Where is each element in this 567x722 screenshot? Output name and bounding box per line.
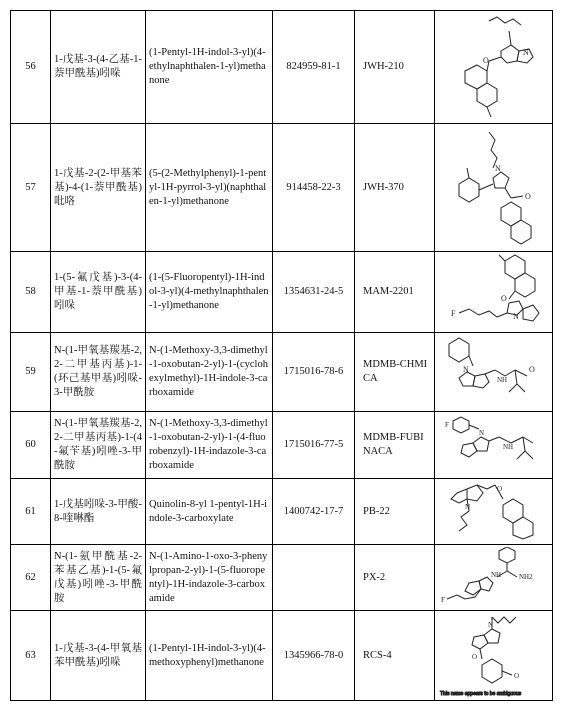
structure-cell: [435, 11, 553, 124]
atom-label: O: [471, 652, 477, 661]
row-number: 62: [11, 545, 51, 611]
structure-image: [439, 481, 549, 543]
atom-label: N: [478, 429, 484, 437]
table-row: [11, 412, 553, 479]
structure-image: [439, 413, 549, 477]
table-row: [11, 252, 553, 333]
cas-number: 914458-22-3: [273, 124, 355, 252]
atom-label: O: [496, 484, 502, 493]
table-row: [11, 124, 553, 252]
table-row: [11, 611, 553, 701]
structure-cell: [435, 412, 553, 479]
cas-number: 1400742-17-7: [273, 479, 355, 545]
structure-cell: [435, 611, 553, 701]
code-name: MDMB-CHMICA: [355, 333, 435, 412]
english-name: N-(1-Methoxy-3,3-dimethyl-1-oxobutan-2-yl)-1-(4-fluorobenzyl)-1H-indazole-3-carboxamide: [146, 412, 273, 479]
table-row: [11, 333, 553, 412]
english-name: (5-(2-Methylphenyl)-1-pentyl-1H-pyrrol-3-yl)(naphthalen-1-yl)methanone: [146, 124, 273, 252]
english-name: (1-Pentyl-1H-indol-3-yl)(4-ethylnaphthalen-1-yl)methanone: [146, 11, 273, 124]
atom-label: N: [464, 502, 470, 511]
chinese-name: 1-戊基-2-(2-甲基苯基)-4-(1-萘甲酰基)吡咯: [51, 124, 146, 252]
atom-label: NH: [496, 376, 507, 384]
structure-cell: [435, 479, 553, 545]
cas-number: 1345966-78-0: [273, 611, 355, 701]
cas-number: [273, 545, 355, 611]
substance-table: [10, 10, 553, 701]
atom-label: F: [440, 595, 445, 604]
cas-number: 824959-81-1: [273, 11, 355, 124]
table-row: [11, 479, 553, 545]
row-number: 58: [11, 252, 51, 333]
atom-label: NH2: [518, 572, 533, 581]
structure-image: [439, 13, 549, 121]
structure-cell: [435, 124, 553, 252]
row-number: 63: [11, 611, 51, 701]
row-number: 59: [11, 333, 51, 412]
structure-note: This name appears to be ambiguous: [439, 690, 521, 697]
code-name: MDMB-FUBINACA: [355, 412, 435, 479]
cas-number: 1354631-24-5: [273, 252, 355, 333]
english-name: (1-(5-Fluoropentyl)-1H-indol-3-yl)(4-methylnaphthalen-1-yl)methanone: [146, 252, 273, 333]
row-number: 56: [11, 11, 51, 124]
structure-image: [439, 334, 549, 410]
cas-number: 1715016-77-5: [273, 412, 355, 479]
chinese-name: 1-(5-氟戊基)-3-(4-甲基-1-萘甲酰基)吲哚: [51, 252, 146, 333]
english-name: (1-Pentyl-1H-indol-3-yl)(4-methoxyphenyl)methanone: [146, 611, 273, 701]
structure-image: [438, 613, 550, 699]
atom-label: NH: [502, 443, 513, 451]
code-name: RCS-4: [355, 611, 435, 701]
atom-label: O: [482, 56, 489, 65]
chinese-name: 1-戊基-3-(4-甲氧基苯甲酰基)吲哚: [51, 611, 146, 701]
atom-label: N: [462, 365, 469, 374]
chinese-name: N-(1-甲氧基羰基-2,2-二甲基丙基)-1-(环己基甲基)吲哚-3-甲酰胺: [51, 333, 146, 412]
chinese-name: N-(1-甲氧基羰基-2,2-二甲基丙基)-1-(4-氟苄基)吲唑-3-甲酰胺: [51, 412, 146, 479]
atom-label: F: [450, 309, 455, 318]
chinese-name: N-(1-氨甲酰基-2-苯基乙基)-1-(5-氟戊基)吲唑-3-甲酰胺: [51, 545, 146, 611]
row-number: 60: [11, 412, 51, 479]
structure-cell: [435, 545, 553, 611]
table-row: [11, 545, 553, 611]
code-name: MAM-2201: [355, 252, 435, 333]
row-number: 57: [11, 124, 51, 252]
atom-label: O: [528, 365, 535, 374]
atom-label: NH: [490, 570, 501, 579]
english-name: Quinolin-8-yl 1-pentyl-1H-indole-3-carboxylate: [146, 479, 273, 545]
atom-label: N: [522, 48, 529, 57]
atom-label: O: [500, 294, 507, 303]
code-name: JWH-370: [355, 124, 435, 252]
cas-number: 1715016-78-6: [273, 333, 355, 412]
atom-label: F: [444, 421, 449, 429]
substance-table-page: [10, 10, 552, 701]
atom-label: N: [494, 163, 501, 173]
structure-image: [439, 547, 549, 609]
atom-label: N: [512, 312, 519, 321]
code-name: PB-22: [355, 479, 435, 545]
row-number: 61: [11, 479, 51, 545]
structure-cell: [435, 333, 553, 412]
english-name: N-(1-Amino-1-oxo-3-phenylpropan-2-yl)-1-(5-fluoropentyl)-1H-indazole-3-carboxamide: [146, 545, 273, 611]
english-name: N-(1-Methoxy-3,3-dimethyl-1-oxobutan-2-yl)-1-(cyclohexylmethyl)-1H-indole-3-carboxamide: [146, 333, 273, 412]
structure-image: [439, 253, 549, 331]
table-row: [11, 11, 553, 124]
chinese-name: 1-戊基-3-(4-乙基-1-萘甲酰基)吲哚: [51, 11, 146, 124]
code-name: JWH-210: [355, 11, 435, 124]
code-name: PX-2: [355, 545, 435, 611]
structure-image: [439, 126, 549, 250]
atom-label: O: [513, 671, 519, 680]
structure-cell: [435, 252, 553, 333]
atom-label: N: [487, 620, 493, 629]
atom-label: O: [524, 191, 531, 201]
chinese-name: 1-戊基吲哚-3-甲酸-8-喹啉酯: [51, 479, 146, 545]
